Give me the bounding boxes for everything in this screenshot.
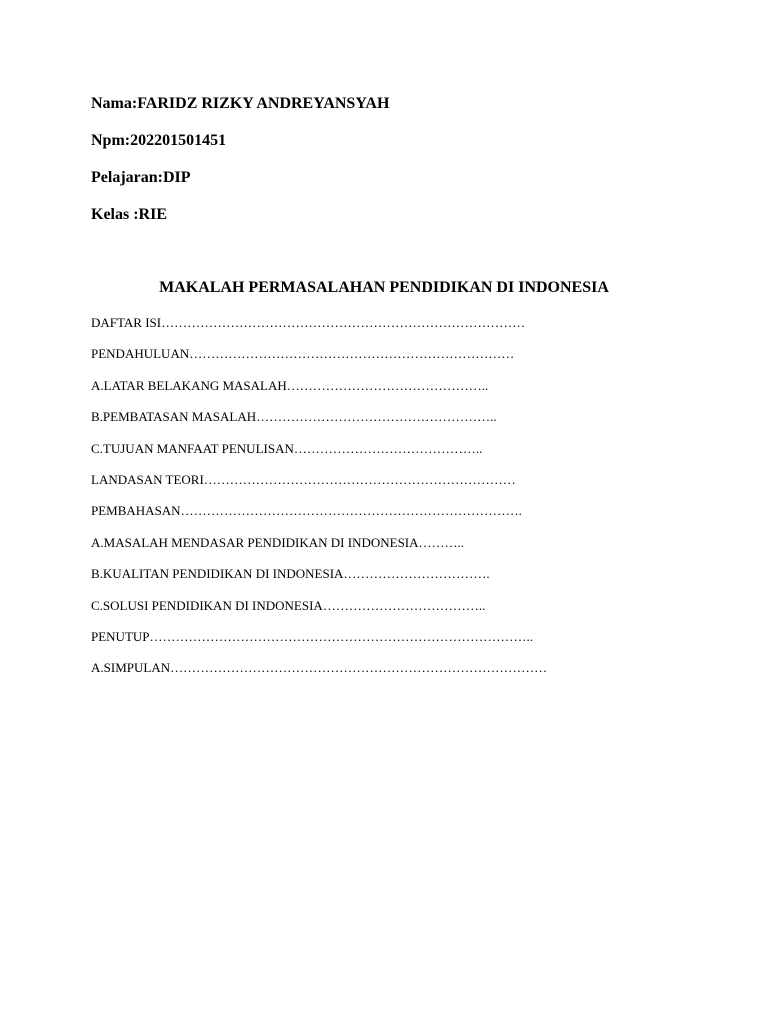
subject: Pelajaran:DIP bbox=[91, 169, 191, 186]
toc-item-simpulan: A.SIMPULAN…………………………………………………………………………… bbox=[91, 660, 548, 676]
class: Kelas :RIE bbox=[91, 206, 167, 223]
toc-item-tujuan-manfaat: C.TUJUAN MANFAAT PENULISAN…………………………………….. bbox=[91, 440, 483, 456]
toc-item-kualitan-pendidikan: B.KUALITAN PENDIDIKAN DI INDONESIA……………………………. bbox=[91, 566, 490, 582]
toc-item-pembahasan: PEMBAHASAN……………………………………………………………………. bbox=[91, 503, 522, 519]
toc-item-masalah-mendasar: A.MASALAH MENDASAR PENDIDIKAN DI INDONESIA……….. bbox=[91, 534, 465, 550]
student-name: Nama:FARIDZ RIZKY ANDREYANSYAH bbox=[91, 95, 390, 112]
toc-item-daftar-isi: DAFTAR ISI………………………………………………………………………… bbox=[91, 315, 526, 330]
table-of-contents bbox=[91, 314, 547, 691]
student-npm: Npm:202201501451 bbox=[91, 132, 227, 149]
toc-item-latar-belakang: A.LATAR BELAKANG MASALAH……………………………………….. bbox=[91, 377, 489, 393]
toc-item-pembatasan-masalah: B.PEMBATASAN MASALAH……………………………………………….. bbox=[91, 409, 497, 425]
document-title: MAKALAH PERMASALAHAN PENDIDIKAN DI INDONESIA bbox=[159, 279, 609, 296]
toc-item-solusi-pendidikan: C.SOLUSI PENDIDIKAN DI INDONESIA……………………………….. bbox=[91, 597, 486, 613]
toc-item-pendahuluan: PENDAHULUAN………………………………………………………………… bbox=[91, 346, 515, 362]
toc-item-penutup: PENUTUP…………………………………………………………………………….. bbox=[91, 628, 534, 644]
toc-item-landasan-teori: LANDASAN TEORI……………………………………………………………… bbox=[91, 471, 516, 487]
